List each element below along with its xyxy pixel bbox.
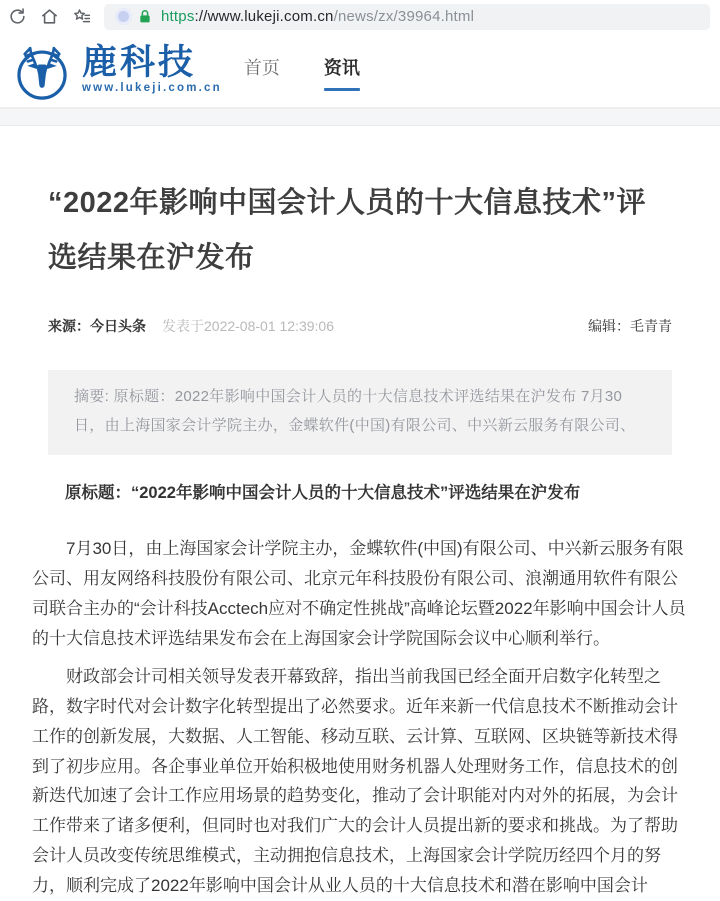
browser-toolbar — [0, 0, 720, 33]
nav-item-home-label: 首页 — [243, 57, 280, 78]
site-info-icon[interactable] — [118, 11, 129, 22]
nav-item-news[interactable] — [324, 54, 360, 91]
editor-info — [588, 316, 672, 336]
editor-label: 编辑： — [588, 318, 630, 335]
url-host: ://www.lukeji.com.cn — [194, 8, 334, 25]
lock-icon — [138, 9, 152, 25]
address-bar[interactable] — [104, 4, 710, 30]
main-nav — [244, 54, 360, 91]
page-title: “2022年影响中国会计人员的十大信息技术”评选结果在沪发布 — [48, 187, 647, 275]
article-body — [32, 479, 688, 901]
active-tab-underline — [324, 88, 360, 91]
summary-box: 摘要: 原标题：2022年影响中国会计人员的十大信息技术评选结果在沪发布 7月30日，由上海国家会计学院主办，金蝶软件(中国)有限公司、中兴新云服务有限公司、 — [48, 370, 672, 455]
url-path: /news/zx/39964.html — [333, 8, 475, 25]
paragraph-intro: 7月30日，由上海国家会计学院主办，金蝶软件(中国)有限公司、中兴新云服务有限公司、用友网络科技股份有限公司、北京元年科技股份有限公司、浪潮通用软件有限公司联合主办的“会计科技Acctech应对不确定性挑战”高峰论坛暨2022年影响中国会计人员的十大信息技术评选结果发布会在上海国家会计学院国际会议中心顺利举行。 — [32, 539, 686, 648]
site-logo[interactable] — [10, 38, 222, 102]
bookmark-star-icon[interactable] — [72, 7, 91, 26]
paragraph-main: 财政部会计司相关领导发表开幕致辞，指出当前我国已经全面开启数字化转型之路，数字时代对会计数字化转型提出了必然要求。近年来新一代信息技术不断推动会计工作的创新发展，大数据、人工智能、移动互联、云计算、互联网、区块链等新技术得到了初步应用。各企事业单位开始积极地使用财务机器人处理财务工作，信息技术的创新迭代加速了会计工作应用场景的趋势变化，推动了会计职能对内对外的拓展，为会计工作带来了诸多便利，但同时也对我们广大的会计人员提出新的要求和挑战。为了帮助会计人员改变传统思维模式，主动拥抱信息技术，上海国家会计学院历经四个月的努力，顺利完成了2022年影响中国会计从业人员的十大信息技术和潜在影响中国会计 — [32, 666, 678, 896]
source-label: 来源： — [48, 318, 90, 335]
article-meta — [48, 316, 672, 336]
site-url-caption: www.lukeji.com.cn — [82, 82, 222, 95]
url-text — [161, 8, 474, 25]
nav-item-news-label: 资讯 — [323, 57, 360, 78]
paragraph-original-title: 原标题：“2022年影响中国会计人员的十大信息技术”评选结果在沪发布 — [65, 484, 581, 503]
publish-date: 发表于2022-08-01 12:39:06 — [162, 318, 334, 335]
nav-item-home[interactable] — [244, 54, 280, 91]
divider-band — [0, 108, 720, 126]
article — [0, 176, 720, 901]
home-icon[interactable] — [40, 7, 59, 26]
url-scheme: https — [161, 8, 195, 25]
site-header — [0, 33, 720, 108]
source-value: 今日头条 — [90, 318, 146, 335]
site-name: 鹿科技 — [82, 43, 197, 83]
deer-logo-icon — [10, 38, 74, 102]
reload-icon[interactable] — [8, 7, 27, 26]
editor-value: 毛青青 — [630, 318, 672, 335]
